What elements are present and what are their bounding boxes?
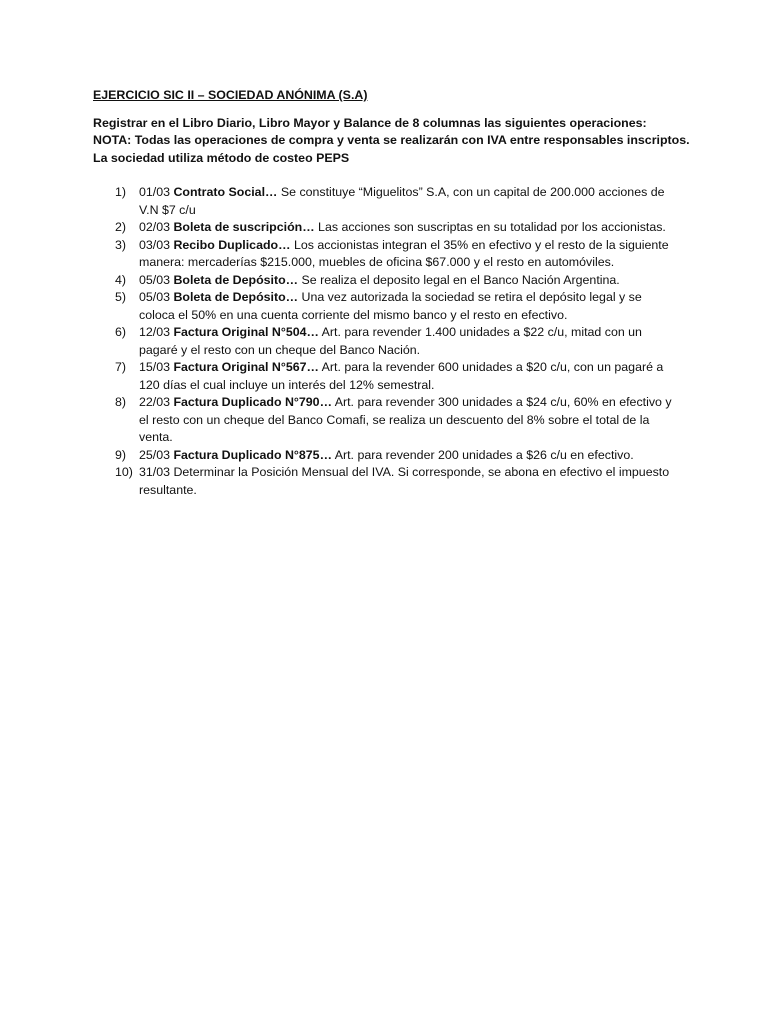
document-content: [93, 87, 693, 499]
operation-number: 1): [115, 185, 127, 199]
operation-body: [139, 447, 677, 465]
operation-document-type: Boleta de Depósito…: [173, 272, 299, 287]
operation-item: [93, 464, 693, 499]
operation-body: [139, 324, 677, 359]
operation-description: Se realiza el deposito legal en el Banco Nación Argentina.: [298, 272, 620, 287]
operation-date: 22/03: [139, 395, 174, 409]
operation-date: 25/03: [139, 447, 174, 462]
operation-date: 12/03: [139, 325, 174, 339]
operation-body: [139, 237, 677, 272]
operation-item: [93, 324, 693, 359]
costing-method-line: La sociedad utiliza método de costeo PEPS: [93, 150, 350, 165]
operation-description: Art. para revender 300 unidades a $24 c/u, 60% en efectivo y el resto con un cheque del Banco Comafi, se realiza un descuento del 8% sobre el total de la venta.: [139, 395, 672, 444]
operation-number: 7): [115, 360, 127, 374]
operation-number: 6): [115, 325, 127, 339]
operation-date: 01/03: [139, 185, 174, 199]
operation-description: Los accionistas integran el 35% en efectivo y el resto de la siguiente manera: mercaderías $215.000, muebles de oficina $67.000 y el resto en automóviles.: [139, 237, 669, 269]
operation-document-type: Boleta de Depósito…: [173, 290, 299, 304]
operation-document-type: Recibo Duplicado…: [173, 237, 291, 252]
operation-date: 02/03: [139, 220, 174, 234]
operation-item: [93, 289, 693, 324]
operation-item: [93, 219, 693, 237]
operation-number: 3): [115, 237, 127, 252]
operation-number: 8): [115, 395, 127, 409]
operation-description: Las acciones son suscriptas en su totalidad por los accionistas.: [314, 220, 666, 234]
operation-number: 4): [115, 272, 127, 287]
operation-number: 5): [115, 290, 127, 304]
operation-document-type: Factura Original N°504…: [173, 325, 319, 339]
operation-item: [93, 394, 693, 447]
operation-body: [139, 394, 677, 447]
document-title: EJERCICIO SIC II – SOCIEDAD ANÓNIMA (S.A): [93, 88, 368, 102]
operation-item: [93, 272, 693, 290]
operation-description: Art. para revender 1.400 unidades a $22 c/u, mitad con un pagaré y el resto con un cheque del Banco Nación.: [139, 325, 642, 357]
operation-document-type: Contrato Social…: [173, 185, 278, 199]
operation-date: 31/03 Determinar la Posición Mensual del IVA. Si corresponde, se abona en efectivo el impuesto resultante.: [139, 465, 670, 497]
operation-item: [93, 184, 693, 219]
operation-document-type: Factura Duplicado N°790…: [173, 395, 332, 409]
note-line: NOTA: Todas las operaciones de compra y venta se realizarán con IVA entre responsables inscriptos.: [93, 133, 690, 147]
operation-body: [139, 184, 677, 219]
operation-item: [93, 447, 693, 465]
operation-number: 2): [115, 220, 127, 234]
operation-body: [139, 289, 677, 324]
operation-body: [139, 272, 677, 290]
operation-number: 10): [115, 465, 133, 479]
operation-description: Una vez autorizada la sociedad se retira el depósito legal y se coloca el 50% en una cuenta corriente del mismo banco y el resto en efectivo.: [139, 290, 642, 322]
operation-item: [93, 359, 693, 394]
operation-document-type: Factura Duplicado N°875…: [173, 447, 332, 462]
operation-document-type: Boleta de suscripción…: [173, 220, 315, 234]
operations-list: [93, 184, 693, 499]
operation-number: 9): [115, 447, 127, 462]
operation-description: Art. para revender 200 unidades a $26 c/u en efectivo.: [331, 447, 634, 462]
operation-date: 03/03: [139, 237, 174, 252]
operation-item: [93, 237, 693, 272]
operation-description: Se constituye “Miguelitos” S.A, con un capital de 200.000 acciones de V.N $7 c/u: [139, 185, 665, 217]
operation-body: [139, 219, 677, 237]
instructions-line: Registrar en el Libro Diario, Libro Mayor y Balance de 8 columnas las siguientes operaciones:: [93, 115, 647, 130]
intro-block: [93, 115, 693, 168]
operation-date: 05/03: [139, 290, 174, 304]
operation-date: 15/03: [139, 360, 174, 374]
operation-date: 05/03: [139, 272, 174, 287]
operation-body: [139, 359, 677, 394]
operation-description: Art. para la revender 600 unidades a $20 c/u, con un pagaré a 120 días el cual incluye un interés del 12% semestral.: [139, 360, 664, 392]
operation-body: [139, 464, 677, 499]
operation-document-type: Factura Original N°567…: [173, 360, 319, 374]
